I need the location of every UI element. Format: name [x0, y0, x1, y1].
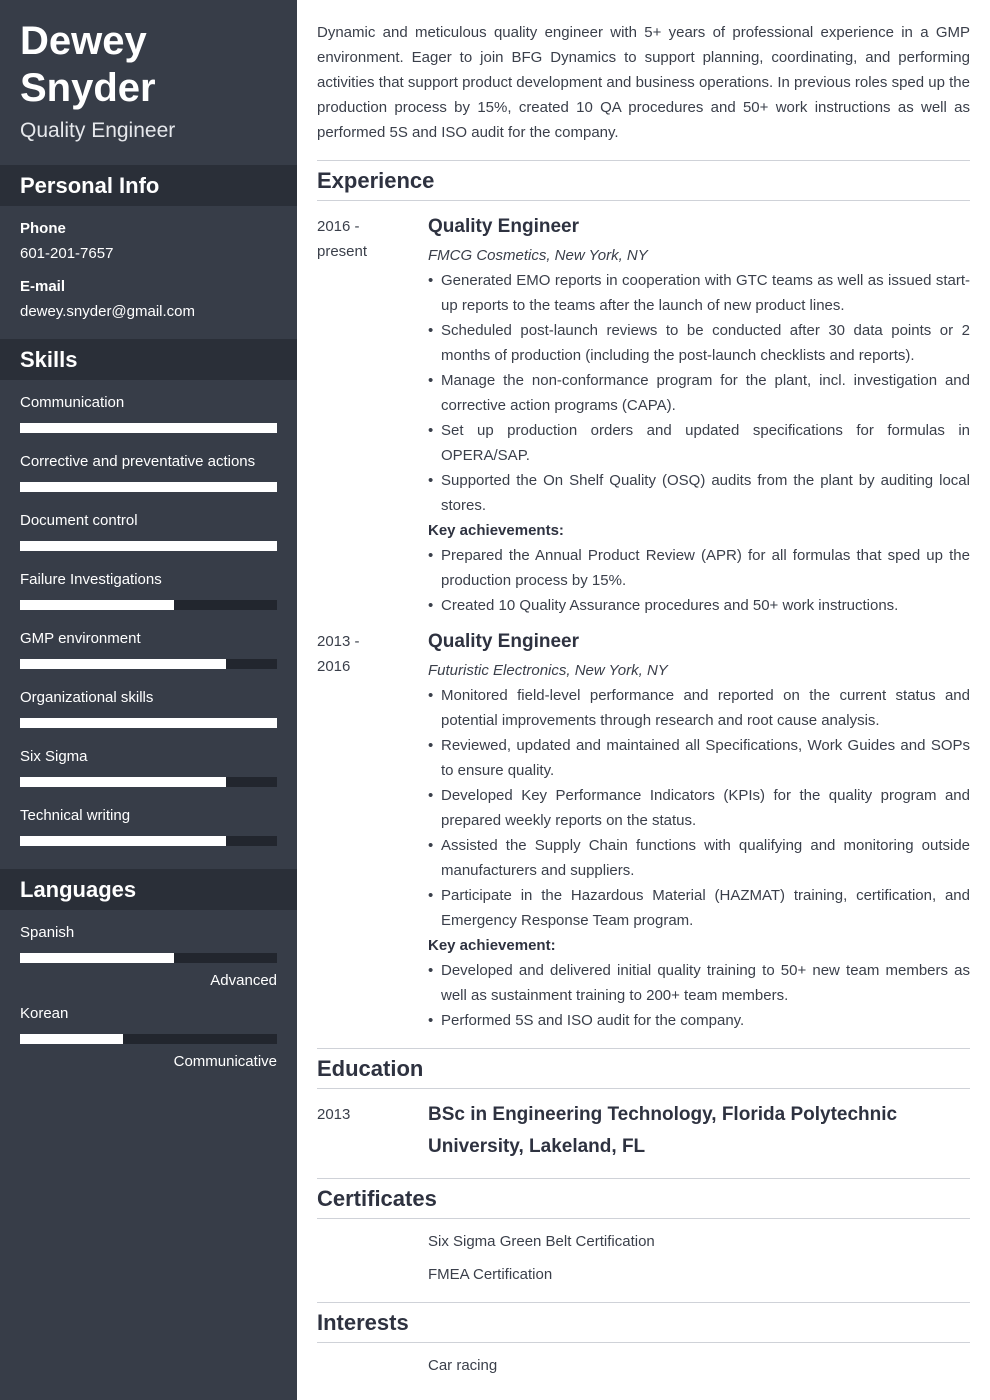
job-achievements [428, 543, 970, 618]
language-name: Spanish [20, 924, 75, 941]
skill-bar-fill [20, 777, 226, 787]
list-item: • Assisted the Supply Chain functions with qualifying and monitoring outside manufacturers and suppliers. [428, 833, 970, 883]
skill-name: Organizational skills [20, 689, 154, 706]
skill-name: Corrective and preventative actions [20, 453, 256, 470]
email-label: E-mail [20, 278, 66, 295]
key-achievement-label: Key achievement: [428, 937, 556, 954]
language-level: Advanced [210, 972, 277, 989]
language-name: Korean [20, 1005, 69, 1022]
job-date-end: 2016 [317, 658, 351, 675]
skill-bar-fill [20, 541, 277, 551]
list-item: • Developed Key Performance Indicators (KPIs) for the quality program and prepared weekly reports on the status. [428, 783, 970, 833]
skill-bar-fill [20, 836, 226, 846]
summary-text: Dynamic and meticulous quality engineer with 5+ years of professional experience in a GMP environment. Eager to join BFG Dynamics to support planning, coordinating, and performing activities that support product development and business operations. In previous roles sped up the production process by 15%, created 10 QA procedures and 50+ work instructions as well as performed 5S and ISO audit for the company. [317, 24, 970, 141]
interest-item: Car racing [428, 1357, 498, 1374]
last-name: Snyder [20, 66, 156, 110]
list-item: • Set up production orders and updated specifications for formulas in OPERA/SAP. [428, 418, 970, 468]
skill-bar-fill [20, 423, 277, 433]
list-item: • Participate in the Hazardous Material (HAZMAT) training, certification, and Emergency Response Team program. [428, 883, 970, 933]
language-bar-track [20, 953, 277, 963]
job-company: Futuristic Electronics, New York, NY [428, 662, 668, 679]
skill-bar-fill [20, 718, 277, 728]
list-item: • Scheduled post-launch reviews to be conducted after 30 data points or 2 months of production (including the post-launch checklists and reports). [428, 318, 970, 368]
skill-bar-track [20, 600, 277, 610]
skill-name: Communication [20, 394, 125, 411]
skill-bar-fill [20, 600, 174, 610]
certificates-heading: Certificates [317, 1178, 970, 1219]
job-date-start: 2013 - [317, 633, 360, 650]
list-item: • Reviewed, updated and maintained all Specifications, Work Guides and SOPs to ensure quality. [428, 733, 970, 783]
interests-heading: Interests [317, 1302, 970, 1343]
job-date [317, 214, 417, 264]
certificate-item: FMEA Certification [428, 1266, 553, 1283]
skill-name: Six Sigma [20, 748, 88, 765]
job-title: Quality Engineer [428, 216, 579, 237]
language-bar-fill [20, 953, 174, 963]
skill-name: Technical writing [20, 807, 131, 824]
personal-info-heading: Personal Info [0, 165, 297, 206]
list-item: • Manage the non-conformance program for the plant, incl. investigation and corrective action programs (CAPA). [428, 368, 970, 418]
skill-bar-track [20, 659, 277, 669]
language-level: Communicative [173, 1053, 277, 1070]
skill-name: Failure Investigations [20, 571, 162, 588]
skill-name: GMP environment [20, 630, 141, 647]
skill-bar-track [20, 482, 277, 492]
job-duties [428, 683, 970, 933]
language-bar-fill [20, 1034, 123, 1044]
education-date: 2013 [317, 1106, 351, 1123]
skill-bar-track [20, 836, 277, 846]
list-item: • Developed and delivered initial quality training to 50+ new team members as well as sustainment training to 200+ team members. [428, 958, 970, 1008]
skill-bar-track [20, 777, 277, 787]
list-item: • Generated EMO reports in cooperation with GTC teams as well as issued start-up reports to the teams after the launch of new product lines. [428, 268, 970, 318]
list-item: • Performed 5S and ISO audit for the company. [428, 1008, 970, 1033]
job-date-end: present [317, 243, 368, 260]
job-achievements [428, 958, 970, 1033]
certificate-item: Six Sigma Green Belt Certification [428, 1233, 655, 1250]
candidate-name [20, 18, 156, 112]
languages-heading: Languages [0, 869, 297, 910]
list-item: • Prepared the Annual Product Review (APR) for all formulas that sped up the production process by 15%. [428, 543, 970, 593]
list-item: • Monitored field-level performance and reported on the current status and potential improvements through research and root cause analysis. [428, 683, 970, 733]
job-date [317, 629, 417, 679]
skill-bar-track [20, 541, 277, 551]
education-degree: BSc in Engineering Technology, Florida Polytechnic University, Lakeland, FL [428, 1104, 898, 1157]
phone-value: 601-201-7657 [20, 245, 114, 262]
sidebar [0, 0, 297, 1400]
job-duties [428, 268, 970, 518]
skill-bar-track [20, 718, 277, 728]
job-company: FMCG Cosmetics, New York, NY [428, 247, 648, 264]
language-bar-track [20, 1034, 277, 1044]
skill-bar-fill [20, 482, 277, 492]
skills-heading: Skills [0, 339, 297, 380]
skill-name: Document control [20, 512, 138, 529]
skill-bar-fill [20, 659, 226, 669]
skill-bar-track [20, 423, 277, 433]
job-date-start: 2016 - [317, 218, 360, 235]
email-value: dewey.snyder@gmail.com [20, 303, 196, 320]
phone-label: Phone [20, 220, 66, 237]
list-item: • Created 10 Quality Assurance procedures and 50+ work instructions. [428, 593, 970, 618]
experience-heading: Experience [317, 160, 970, 201]
list-item: • Supported the On Shelf Quality (OSQ) audits from the plant by auditing local stores. [428, 468, 970, 518]
education-heading: Education [317, 1048, 970, 1089]
job-title: Quality Engineer [428, 631, 579, 652]
key-achievements-label: Key achievements: [428, 522, 564, 539]
first-name: Dewey [20, 19, 147, 63]
candidate-role: Quality Engineer [20, 119, 176, 142]
